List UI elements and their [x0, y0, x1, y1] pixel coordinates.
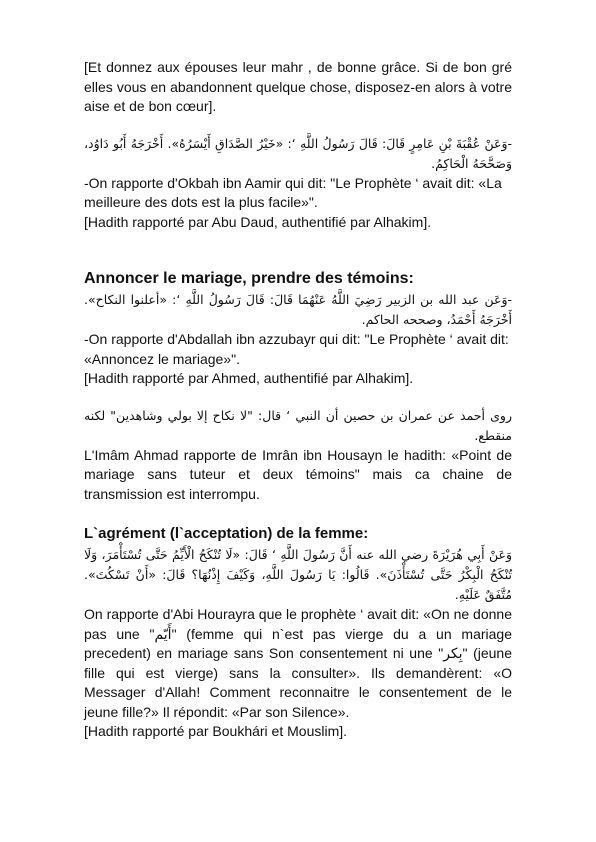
hadith-translation: -On rapporte d'Okbah ibn Aamir qui dit: "Le Prophète ‘ avait dit: «La meilleure des dots est la plus facile»".	[84, 174, 502, 210]
hadith-reference: [Hadith rapporté par Abu Daud, authentifié par Alhakim].	[84, 213, 432, 230]
section-heading-woman-consent: L`agrément (l`acceptation) de la femme:	[84, 525, 369, 542]
hadith-arabic-text: روى أحمد عن عمران بن حصين أن النبي ‘ قال: "لا نكاح إلا بولي وشاهدين" لكنه منقطع.	[84, 407, 512, 443]
hadith-reference: [Hadith rapporté par Ahmed, authentifié par Alhakim].	[84, 370, 414, 386]
hadith-arabic-text: -وَعَنْ عُقْبَةَ بْنِ عَامِرٍ قَالَ: قَالَ رَسُولُ اللَّهِ ‘: «خَيْرُ الصَّدَاقِ أَيْسَرُهُ». أَخْرَجَهُ أَبُو دَاوُد، وَصَحَّحَهُ الْحَاكِمُ.	[84, 135, 512, 171]
section-heading-announce-marriage: Annoncer le mariage, prendre des témoins:	[84, 270, 414, 287]
quran-quote: [Et donnez aux épouses leur mahr , de bonne grâce. Si de bon gré elles vous en abandonnent quelque chose, disposez-en alors à votre aise et de bon cœur].	[84, 59, 512, 114]
hadith-arabic-text: -وَعَن عبد الله بن الزبير رَضِيَ اللَّهُ عَنْهُمَا قَالَ: قَالَ رَسُولُ اللَّهِ ‘: «أعلنوا النكاح». أَخْرَجَهُ أَحْمَدُ، وصححه الحاكم.	[84, 292, 512, 327]
hadith-reference: [Hadith rapporté par Boukhári et Mouslim].	[84, 723, 348, 739]
hadith-translation: On rapporte d'Abi Hourayra que le prophète ‘ avait dit: «On ne donne pas une "أَيّم" (femme qui n`est pas vierge du a un mariage precedent) en mariage sans Son consentement ni une "بِكر" (jeune fille qui est vierge) sans la consulter». Ils demandèrent: «O Messager d'Allah! Comment reconnaitre le consentement de le jeune fille?» Il répondit: «Par son Silence».	[84, 606, 512, 720]
hadith-translation: L'Imâm Ahmad rapporte de Imrân ibn Housayn le hadith: «Point de mariage sans tuteur et deux témoins" mais ca chaine de transmission est interrompu.	[84, 446, 512, 502]
hadith-translation: -On rapporte d'Abdallah ibn azzubayr qui dit: "Le Prophète ‘ avait dit: «Annoncez le mariage»".	[84, 331, 509, 367]
page-content	[84, 58, 512, 742]
hadith-arabic-text: وَعَنْ أَبِي هُرَيْرَةَ رضي الله عنه أَنَّ رَسُولَ اللَّهِ ‘ قَالَ: «لَا تُنْكَحُ الْأَيِّمُ حَتَّى تُسْتَأْمَرَ، وَلَا تُنْكَحُ الْبِكْرُ حَتَّى تُسْتَأْذَنَ». قَالُوا: يَا رَسُولَ اللَّهِ، وَكَيْفَ إِذْنُهَا؟ قَالَ: «أَنْ تَسْكُتَ». مُتَّفَقٌ عَلَيْهِ.	[84, 547, 512, 602]
